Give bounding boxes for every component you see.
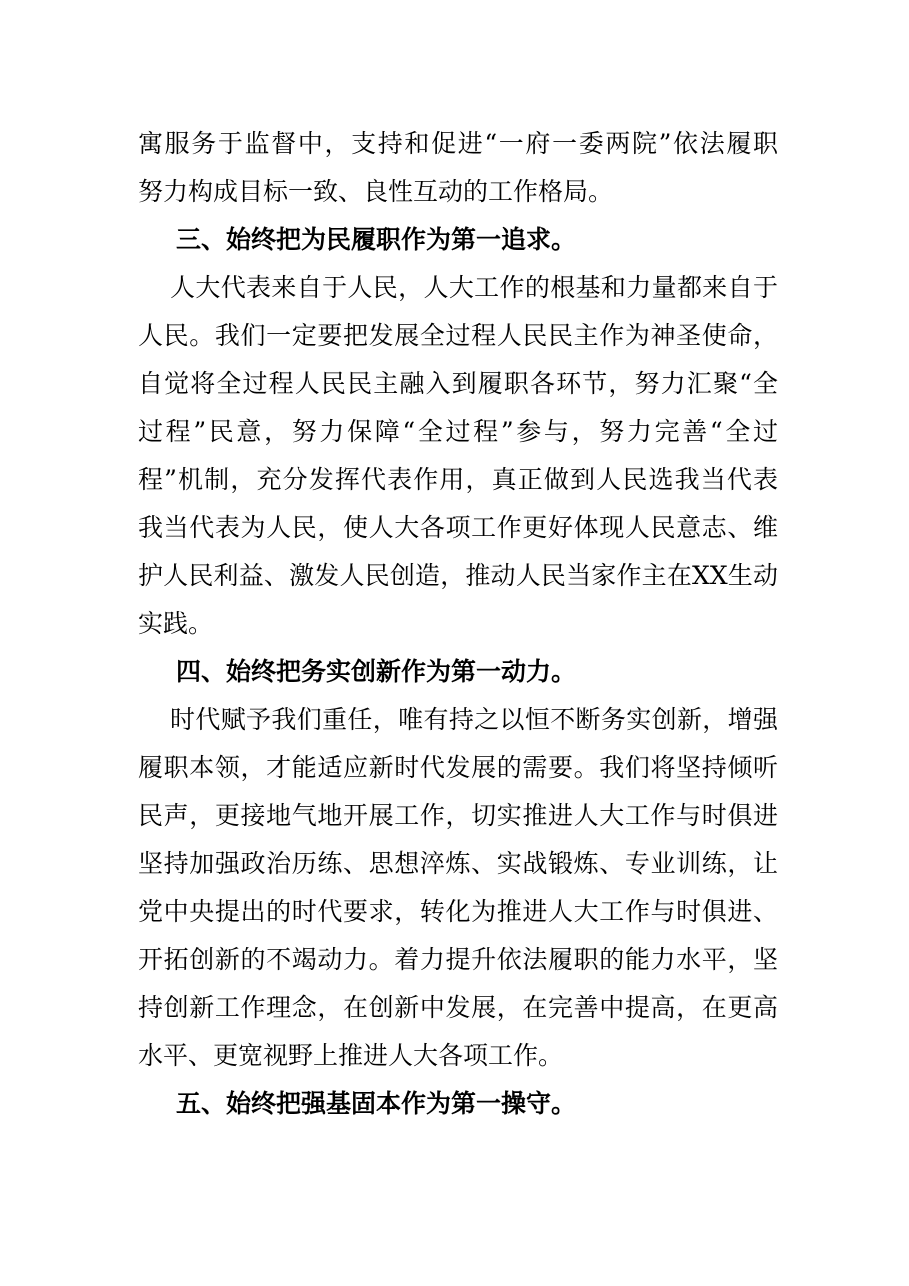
text-line: 我当代表为人民，使人大各项工作更好体现人民意志、维 <box>138 513 778 542</box>
text-line: 过程”民意，努力保障“全过程”参与，努力完善“全过 <box>138 417 778 446</box>
document-body <box>138 120 778 1128</box>
text-line: 持创新工作理念，在创新中发展，在完善中提高，在更高 <box>138 993 778 1022</box>
text-line: 程”机制，充分发挥代表作用，真正做到人民选我当代表 <box>138 465 778 494</box>
section-heading-5: 五、始终把强基固本作为第一操守。 <box>176 1089 577 1118</box>
text-line: 水平、更宽视野上推进人大各项工作。 <box>138 1041 564 1070</box>
text-line: 坚持加强政治历练、思想淬炼、实战锻炼、专业训练，让 <box>138 849 778 878</box>
text-line: 人大代表来自于人民，人大工作的根基和力量都来自于 <box>170 273 778 302</box>
text-line: 自觉将全过程人民民主融入到履职各环节，努力汇聚“全 <box>138 369 778 398</box>
text-line: 寓服务于监督中，支持和促进“一府一委两院”依法履职 <box>138 129 778 158</box>
section-heading-4: 四、始终把务实创新作为第一动力。 <box>176 657 577 686</box>
section-heading-3: 三、始终把为民履职作为第一追求。 <box>176 225 577 254</box>
text-line: 党中央提出的时代要求，转化为推进人大工作与时俱进、 <box>138 897 778 926</box>
text-line: 民声，更接地气地开展工作，切实推进人大工作与时俱进 <box>138 801 778 830</box>
text-line: 护人民利益、激发人民创造，推动人民当家作主在XX生动 <box>138 561 778 590</box>
text-line: 时代赋予我们重任，唯有持之以恒不断务实创新，增强 <box>170 705 778 734</box>
text-line: 实践。 <box>138 609 214 638</box>
text-line: 人民。我们一定要把发展全过程人民民主作为神圣使命， <box>138 321 778 350</box>
text-line: 努力构成目标一致、良性互动的工作格局。 <box>138 177 614 206</box>
paragraph-section-3 <box>138 264 778 648</box>
paragraph-continued <box>138 120 778 216</box>
paragraph-section-4 <box>138 696 778 1080</box>
text-line: 开拓创新的不竭动力。着力提升依法履职的能力水平，坚 <box>138 945 778 974</box>
text-line: 履职本领，才能适应新时代发展的需要。我们将坚持倾听 <box>138 753 778 782</box>
